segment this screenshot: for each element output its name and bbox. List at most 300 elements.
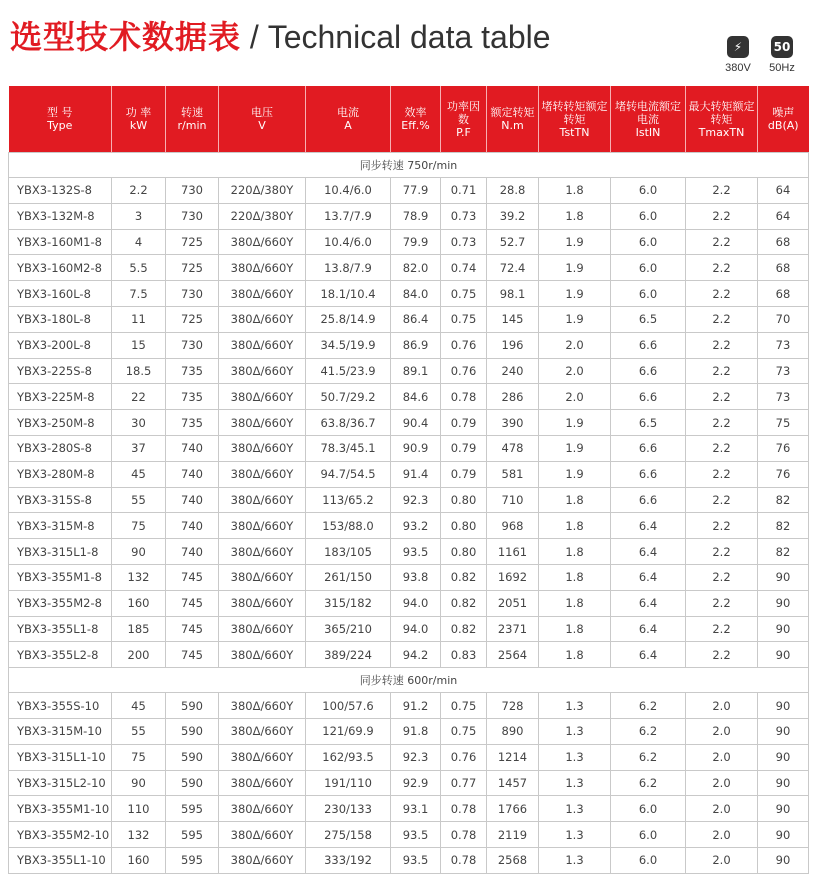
table-cell: 6.0	[611, 178, 686, 204]
table-cell: 380Δ/660Y	[219, 590, 306, 616]
table-cell: 100/57.6	[306, 693, 391, 719]
table-cell: 145	[487, 306, 539, 332]
table-cell: 728	[487, 693, 539, 719]
table-cell: 745	[166, 590, 219, 616]
table-row	[9, 564, 809, 590]
table-cell: 13.8/7.9	[306, 255, 391, 281]
table-cell: 90	[112, 770, 166, 796]
column-header-cn: 堵转电流额定电流	[615, 99, 681, 126]
table-cell: 380Δ/660Y	[219, 847, 306, 873]
table-cell: 380Δ/660Y	[219, 693, 306, 719]
table-row	[9, 616, 809, 642]
group-label: 同步转速 600r/min	[9, 668, 809, 693]
table-cell: 590	[166, 770, 219, 796]
table-cell: 1214	[487, 744, 539, 770]
table-row	[9, 822, 809, 848]
table-cell: 68	[758, 255, 809, 281]
column-header-cn: 堵转转矩额定转矩	[541, 99, 608, 126]
table-cell: 380Δ/660Y	[219, 616, 306, 642]
model-cell: YBX3-280S-8	[9, 435, 112, 461]
table-cell: 39.2	[487, 203, 539, 229]
table-cell: 2.0	[539, 358, 611, 384]
table-row	[9, 590, 809, 616]
table-cell: 2.0	[686, 796, 758, 822]
table-cell: 90	[758, 770, 809, 796]
table-row	[9, 203, 809, 229]
table-cell: 0.75	[441, 281, 487, 307]
table-cell: 78.3/45.1	[306, 435, 391, 461]
table-cell: 6.2	[611, 718, 686, 744]
table-cell: 745	[166, 564, 219, 590]
model-cell: YBX3-355M1-10	[9, 796, 112, 822]
table-cell: 0.83	[441, 642, 487, 668]
table-cell: 2.2	[686, 616, 758, 642]
table-cell: 91.2	[391, 693, 441, 719]
table-cell: 68	[758, 281, 809, 307]
column-header	[219, 86, 306, 153]
model-cell: YBX3-132M-8	[9, 203, 112, 229]
table-cell: 380Δ/660Y	[219, 281, 306, 307]
column-header	[391, 86, 441, 153]
table-cell: 82	[758, 513, 809, 539]
column-header	[611, 86, 686, 153]
table-cell: 1161	[487, 539, 539, 565]
table-cell: 2.0	[686, 847, 758, 873]
table-cell: 380Δ/660Y	[219, 229, 306, 255]
table-cell: 7.5	[112, 281, 166, 307]
table-cell: 380Δ/660Y	[219, 539, 306, 565]
table-cell: 595	[166, 847, 219, 873]
table-cell: 6.0	[611, 229, 686, 255]
column-header	[487, 86, 539, 153]
table-cell: 94.0	[391, 590, 441, 616]
column-header-en: r/min	[177, 119, 207, 132]
table-cell: 113/65.2	[306, 487, 391, 513]
table-cell: 1.3	[539, 847, 611, 873]
table-cell: 2051	[487, 590, 539, 616]
column-header-en: N.m	[501, 119, 524, 132]
group-row	[9, 153, 809, 178]
model-cell: YBX3-355M2-10	[9, 822, 112, 848]
table-cell: 75	[758, 410, 809, 436]
table-cell: 380Δ/660Y	[219, 796, 306, 822]
table-cell: 1.3	[539, 693, 611, 719]
table-cell: 3	[112, 203, 166, 229]
table-cell: 740	[166, 435, 219, 461]
table-cell: 725	[166, 255, 219, 281]
table-cell: 230/133	[306, 796, 391, 822]
table-cell: 6.0	[611, 281, 686, 307]
table-cell: 0.76	[441, 744, 487, 770]
table-cell: 6.2	[611, 770, 686, 796]
table-cell: 380Δ/660Y	[219, 718, 306, 744]
table-cell: 735	[166, 410, 219, 436]
table-cell: 110	[112, 796, 166, 822]
table-cell: 76	[758, 435, 809, 461]
table-cell: 590	[166, 693, 219, 719]
column-header-en: P.F	[456, 125, 471, 139]
table-row	[9, 642, 809, 668]
table-cell: 1.8	[539, 203, 611, 229]
table-cell: 6.4	[611, 564, 686, 590]
table-cell: 0.76	[441, 358, 487, 384]
table-cell: 590	[166, 744, 219, 770]
table-cell: 6.0	[611, 796, 686, 822]
table-cell: 6.4	[611, 642, 686, 668]
table-cell: 740	[166, 513, 219, 539]
table-cell: 240	[487, 358, 539, 384]
table-cell: 0.75	[441, 306, 487, 332]
table-cell: 1.8	[539, 642, 611, 668]
table-cell: 191/110	[306, 770, 391, 796]
table-cell: 581	[487, 461, 539, 487]
table-cell: 50.7/29.2	[306, 384, 391, 410]
table-cell: 315/182	[306, 590, 391, 616]
column-header-cn: 效率	[404, 106, 427, 119]
table-cell: 6.6	[611, 332, 686, 358]
table-row	[9, 410, 809, 436]
frequency-badge	[762, 36, 802, 74]
group-label: 同步转速 750r/min	[9, 153, 809, 178]
table-cell: 0.78	[441, 847, 487, 873]
table-cell: 2564	[487, 642, 539, 668]
table-row	[9, 847, 809, 873]
table-cell: 380Δ/660Y	[219, 306, 306, 332]
column-header	[306, 86, 391, 153]
column-header	[441, 86, 487, 153]
voltage-badge	[718, 36, 758, 74]
table-cell: 90	[758, 616, 809, 642]
table-cell: 121/69.9	[306, 718, 391, 744]
technical-data-table	[8, 86, 809, 874]
voltage-icon: ⚡	[727, 36, 749, 58]
table-cell: 2.2	[686, 178, 758, 204]
table-cell: 90	[758, 718, 809, 744]
table-row	[9, 796, 809, 822]
table-cell: 34.5/19.9	[306, 332, 391, 358]
table-cell: 5.5	[112, 255, 166, 281]
table-cell: 380Δ/660Y	[219, 332, 306, 358]
table-cell: 2.2	[686, 281, 758, 307]
table-cell: 6.0	[611, 822, 686, 848]
column-header	[539, 86, 611, 153]
table-cell: 2371	[487, 616, 539, 642]
table-cell: 730	[166, 178, 219, 204]
frequency-label: 50Hz	[769, 62, 795, 74]
table-row	[9, 539, 809, 565]
table-cell: 1.9	[539, 461, 611, 487]
model-cell: YBX3-200L-8	[9, 332, 112, 358]
table-cell: 1.3	[539, 744, 611, 770]
table-cell: 2568	[487, 847, 539, 873]
column-header-en: TstTN	[559, 125, 590, 139]
table-cell: 45	[112, 461, 166, 487]
column-header-cn: 功率因数	[447, 99, 480, 126]
table-cell: 1.9	[539, 229, 611, 255]
table-cell: 1.9	[539, 255, 611, 281]
column-header-cn: 最大转矩额定转矩	[688, 99, 755, 126]
model-cell: YBX3-355M2-8	[9, 590, 112, 616]
table-cell: 2.2	[686, 435, 758, 461]
table-cell: 365/210	[306, 616, 391, 642]
title-english: / Technical data table	[241, 19, 551, 55]
table-cell: 94.0	[391, 616, 441, 642]
table-cell: 380Δ/660Y	[219, 358, 306, 384]
table-cell: 162/93.5	[306, 744, 391, 770]
table-row	[9, 255, 809, 281]
table-row	[9, 358, 809, 384]
table-cell: 183/105	[306, 539, 391, 565]
table-cell: 63.8/36.7	[306, 410, 391, 436]
table-cell: 6.6	[611, 435, 686, 461]
table-cell: 55	[112, 487, 166, 513]
table-cell: 1.8	[539, 487, 611, 513]
table-cell: 1.9	[539, 410, 611, 436]
table-cell: 730	[166, 281, 219, 307]
table-cell: 90	[758, 590, 809, 616]
table-cell: 4	[112, 229, 166, 255]
table-cell: 1.8	[539, 590, 611, 616]
table-cell: 11	[112, 306, 166, 332]
table-cell: 90	[758, 564, 809, 590]
table-cell: 735	[166, 358, 219, 384]
table-cell: 6.6	[611, 384, 686, 410]
table-cell: 0.80	[441, 539, 487, 565]
table-cell: 890	[487, 718, 539, 744]
table-cell: 0.80	[441, 513, 487, 539]
table-cell: 220Δ/380Y	[219, 203, 306, 229]
table-cell: 41.5/23.9	[306, 358, 391, 384]
table-cell: 380Δ/660Y	[219, 384, 306, 410]
table-row	[9, 332, 809, 358]
table-cell: 1.3	[539, 822, 611, 848]
table-cell: 2.2	[686, 642, 758, 668]
table-cell: 132	[112, 564, 166, 590]
table-cell: 6.5	[611, 306, 686, 332]
table-cell: 389/224	[306, 642, 391, 668]
table-cell: 2.0	[539, 384, 611, 410]
table-cell: 2.2	[686, 384, 758, 410]
table-cell: 2.2	[686, 513, 758, 539]
column-header-cn: 电压	[251, 106, 273, 119]
table-cell: 0.80	[441, 487, 487, 513]
table-row	[9, 693, 809, 719]
table-cell: 93.2	[391, 513, 441, 539]
table-cell: 0.78	[441, 384, 487, 410]
table-cell: 2.2	[686, 332, 758, 358]
table-cell: 78.9	[391, 203, 441, 229]
table-row	[9, 306, 809, 332]
table-cell: 595	[166, 822, 219, 848]
table-cell: 220Δ/380Y	[219, 178, 306, 204]
table-cell: 73	[758, 358, 809, 384]
table-cell: 2.2	[686, 306, 758, 332]
table-cell: 1766	[487, 796, 539, 822]
table-cell: 90.9	[391, 435, 441, 461]
column-header	[686, 86, 758, 153]
table-cell: 72.4	[487, 255, 539, 281]
table-cell: 2.2	[686, 410, 758, 436]
table-body	[9, 153, 809, 874]
group-row	[9, 668, 809, 693]
page-title	[10, 12, 551, 56]
column-header-cn: 额定转矩	[490, 106, 535, 119]
spec-badges	[718, 36, 808, 80]
column-header	[112, 86, 166, 153]
table-cell: 745	[166, 642, 219, 668]
table-cell: 1.8	[539, 178, 611, 204]
table-cell: 64	[758, 203, 809, 229]
model-cell: YBX3-180L-8	[9, 306, 112, 332]
table-cell: 390	[487, 410, 539, 436]
column-header	[166, 86, 219, 153]
table-cell: 1.3	[539, 770, 611, 796]
table-cell: 380Δ/660Y	[219, 744, 306, 770]
model-cell: YBX3-315L1-8	[9, 539, 112, 565]
table-cell: 92.3	[391, 487, 441, 513]
table-cell: 93.5	[391, 539, 441, 565]
table-cell: 0.75	[441, 693, 487, 719]
table-row	[9, 435, 809, 461]
table-cell: 84.6	[391, 384, 441, 410]
table-cell: 0.82	[441, 590, 487, 616]
model-cell: YBX3-280M-8	[9, 461, 112, 487]
table-cell: 90	[758, 744, 809, 770]
table-cell: 740	[166, 487, 219, 513]
table-cell: 6.2	[611, 693, 686, 719]
table-cell: 73	[758, 332, 809, 358]
table-row	[9, 281, 809, 307]
table-cell: 380Δ/660Y	[219, 255, 306, 281]
model-cell: YBX3-315M-8	[9, 513, 112, 539]
table-cell: 2.2	[686, 229, 758, 255]
table-cell: 86.4	[391, 306, 441, 332]
column-header-en: Type	[47, 119, 73, 132]
table-cell: 6.4	[611, 513, 686, 539]
table-cell: 710	[487, 487, 539, 513]
table-cell: 740	[166, 539, 219, 565]
model-cell: YBX3-315L2-10	[9, 770, 112, 796]
column-header-cn: 型 号	[47, 106, 73, 119]
table-cell: 380Δ/660Y	[219, 642, 306, 668]
model-cell: YBX3-225S-8	[9, 358, 112, 384]
table-cell: 18.5	[112, 358, 166, 384]
table-cell: 6.0	[611, 255, 686, 281]
table-cell: 0.73	[441, 229, 487, 255]
table-cell: 0.79	[441, 461, 487, 487]
table-cell: 725	[166, 306, 219, 332]
table-cell: 64	[758, 178, 809, 204]
table-cell: 590	[166, 718, 219, 744]
table-cell: 2.2	[112, 178, 166, 204]
table-cell: 333/192	[306, 847, 391, 873]
table-cell: 82.0	[391, 255, 441, 281]
table-cell: 730	[166, 332, 219, 358]
table-cell: 92.3	[391, 744, 441, 770]
table-cell: 90	[758, 642, 809, 668]
table-cell: 73	[758, 384, 809, 410]
table-cell: 2.2	[686, 255, 758, 281]
table-cell: 478	[487, 435, 539, 461]
title-chinese: 选型技术数据表	[10, 18, 242, 56]
table-cell: 1.8	[539, 616, 611, 642]
table-cell: 200	[112, 642, 166, 668]
table-cell: 1692	[487, 564, 539, 590]
table-cell: 380Δ/660Y	[219, 822, 306, 848]
table-cell: 0.82	[441, 616, 487, 642]
table-cell: 0.78	[441, 796, 487, 822]
table-cell: 25.8/14.9	[306, 306, 391, 332]
table-row	[9, 384, 809, 410]
table-cell: 380Δ/660Y	[219, 410, 306, 436]
table-cell: 968	[487, 513, 539, 539]
table-cell: 98.1	[487, 281, 539, 307]
table-cell: 15	[112, 332, 166, 358]
column-header	[9, 86, 112, 153]
table-cell: 6.6	[611, 461, 686, 487]
table-row	[9, 461, 809, 487]
table-cell: 380Δ/660Y	[219, 435, 306, 461]
table-cell: 160	[112, 590, 166, 616]
table-cell: 6.2	[611, 744, 686, 770]
table-cell: 28.8	[487, 178, 539, 204]
table-cell: 0.79	[441, 410, 487, 436]
table-cell: 6.4	[611, 590, 686, 616]
table-cell: 91.4	[391, 461, 441, 487]
table-cell: 2.0	[686, 822, 758, 848]
table-cell: 22	[112, 384, 166, 410]
table-cell: 740	[166, 461, 219, 487]
table-cell: 286	[487, 384, 539, 410]
model-cell: YBX3-160M1-8	[9, 229, 112, 255]
table-cell: 91.8	[391, 718, 441, 744]
table-cell: 30	[112, 410, 166, 436]
table-cell: 0.71	[441, 178, 487, 204]
column-header	[758, 86, 809, 153]
table-cell: 380Δ/660Y	[219, 513, 306, 539]
table-cell: 0.74	[441, 255, 487, 281]
table-cell: 68	[758, 229, 809, 255]
table-cell: 2.2	[686, 487, 758, 513]
table-cell: 380Δ/660Y	[219, 487, 306, 513]
table-cell: 92.9	[391, 770, 441, 796]
model-cell: YBX3-160L-8	[9, 281, 112, 307]
table-cell: 77.9	[391, 178, 441, 204]
table-cell: 75	[112, 513, 166, 539]
table-cell: 380Δ/660Y	[219, 770, 306, 796]
table-cell: 6.4	[611, 539, 686, 565]
table-cell: 185	[112, 616, 166, 642]
table-cell: 1.3	[539, 796, 611, 822]
table-cell: 93.8	[391, 564, 441, 590]
table-cell: 2.0	[686, 693, 758, 719]
table-cell: 6.0	[611, 203, 686, 229]
table-row	[9, 718, 809, 744]
table-cell: 1.8	[539, 539, 611, 565]
table-cell: 94.7/54.5	[306, 461, 391, 487]
table-cell: 735	[166, 384, 219, 410]
table-cell: 0.77	[441, 770, 487, 796]
model-cell: YBX3-160M2-8	[9, 255, 112, 281]
column-header-en: Eff.%	[401, 119, 430, 132]
table-cell: 6.0	[611, 847, 686, 873]
table-cell: 725	[166, 229, 219, 255]
table-cell: 2.2	[686, 461, 758, 487]
table-row	[9, 178, 809, 204]
table-cell: 2.2	[686, 358, 758, 384]
column-header-en: dB(A)	[767, 119, 799, 132]
table-cell: 82	[758, 539, 809, 565]
